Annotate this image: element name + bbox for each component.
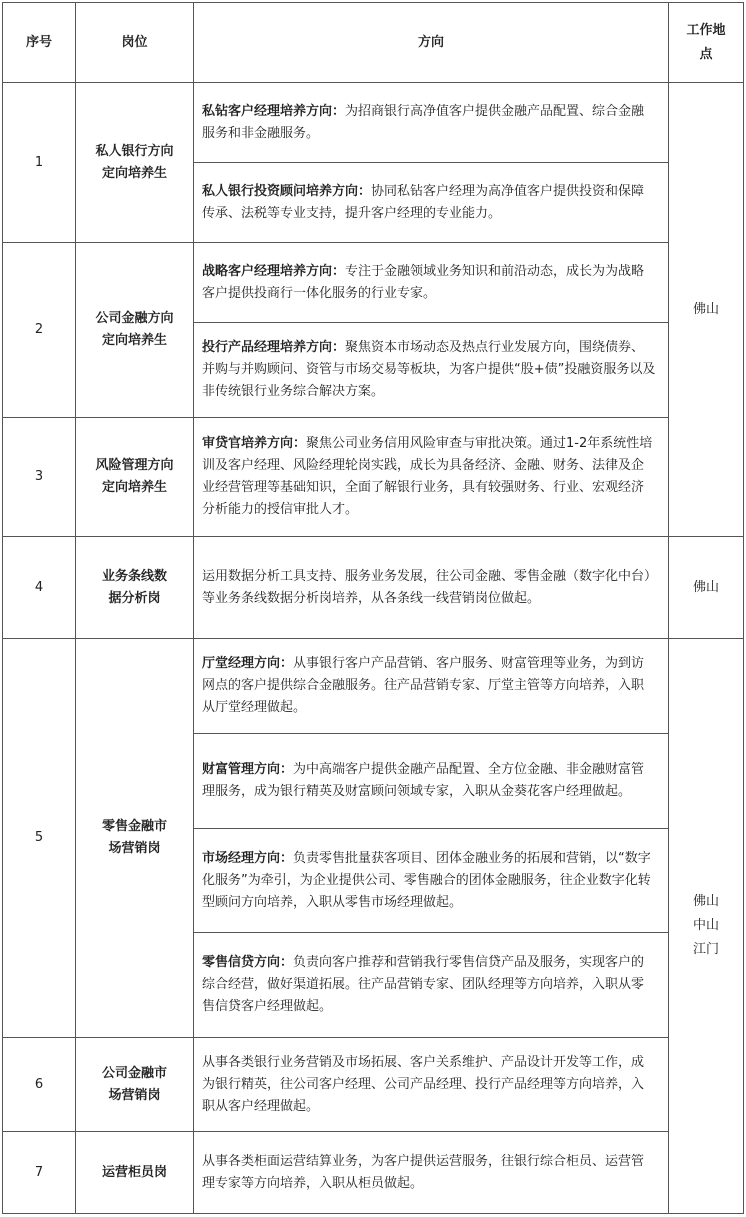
row-7-no: 7 <box>34 1164 44 1180</box>
row-5-position: 零售金融市场营销岗 <box>102 819 168 856</box>
row-1-item-2 <box>194 163 668 242</box>
item-text: 运用数据分析工具支持、服务业务发展，往公司金融、零售金融（数字化中台）等业务条线数据分析岗培养，从各条线一线营销岗位做起。 <box>202 568 651 606</box>
item-title: 投行产品经理培养方向： <box>202 340 346 355</box>
item-text: 负责向客户推荐和营销我行零售信贷产品及服务，实现客户的综合经营，做好渠道拓展。往产品营销专家、团队经理等方向培养，入职从零售信贷客户经理做起。 <box>202 955 645 1014</box>
item-text: 为招商银行高净值客户提供金融产品配置、综合金融服务和非金融服务。 <box>202 103 645 141</box>
row-6-position: 公司金融市场营销岗 <box>102 1065 168 1103</box>
header-direction: 方向 <box>417 34 444 50</box>
header-location: 工作地点 <box>686 22 726 62</box>
item-title: 私钻客户经理培养方向： <box>202 103 346 119</box>
row-5-item-1 <box>194 639 668 733</box>
row-4-no: 4 <box>34 579 44 595</box>
row-3-position: 风险管理方向定向培养生 <box>95 458 174 495</box>
header-position: 岗位 <box>121 34 148 50</box>
item-title: 财富管理方向： <box>202 762 294 777</box>
item-text: 聚焦公司业务信用风险审查与审批决策。通过1-2年系统性培训及客户经理、风险经理轮岗实践，成长为具备经济、金融、财务、法律及企业经营管理等基础知识，全面了解银行业务，具有较强财务、行业、宏观经济分析能力的授信审批人才。 <box>202 436 653 517</box>
item-title: 厅堂经理方向： <box>202 656 294 671</box>
row-2-item-2 <box>194 323 668 417</box>
item-text: 从事银行客户产品营销、客户服务、财富管理等业务，为到访网点的客户提供综合金融服务。往产品营销专家、厅堂主管等方向培养，入职从厅堂经理做起。 <box>202 656 645 715</box>
row-6-item-1 <box>194 1038 668 1131</box>
item-title: 市场经理方向： <box>202 850 294 866</box>
row-2-position: 公司金融方向定向培养生 <box>95 311 174 348</box>
row-3-no: 3 <box>34 469 44 484</box>
item-title: 审贷官培养方向： <box>202 436 307 451</box>
item-text: 从事各类柜面运营结算业务，为客户提供运营服务，往银行综合柜员、运营管理专家等方向培养，入职从柜员做起。 <box>202 1153 645 1191</box>
row-1-position: 私人银行方向定向培养生 <box>95 143 174 181</box>
item-text: 为中高端客户提供金融产品配置、全方位金融、非金融财富管理服务，成为银行精英及财富顾问领域专家，入职从金葵花客户经理做起。 <box>202 762 645 799</box>
row-1-item-1 <box>194 83 668 162</box>
row-5-item-3 <box>194 829 668 932</box>
row-5-item-2 <box>194 734 668 828</box>
item-text: 从事各类银行业务营销及市场拓展、客户关系维护、产品设计开发等工作，成为银行精英，往公司客户经理、公司产品经理、投行产品经理等方向培养，入职从客户经理做起。 <box>202 1054 645 1114</box>
row-5-item-4 <box>194 933 668 1037</box>
item-text: 协同私钻客户经理为高净值客户提供投资和保障传承、法税等专业支持，提升客户经理的专业能力。 <box>202 183 645 221</box>
location-2: 佛山 <box>692 579 719 595</box>
row-5-no: 5 <box>34 830 44 845</box>
location-3: 佛山 中山 江门 <box>692 894 719 957</box>
row-6-no: 6 <box>34 1076 44 1092</box>
row-4-item-1 <box>194 537 668 638</box>
row-3-item-1 <box>194 418 668 536</box>
item-title: 私人银行投资顾问培养方向： <box>202 183 372 199</box>
item-title: 战略客户经理培养方向： <box>202 263 346 279</box>
row-2-no: 2 <box>34 322 44 337</box>
header-no: 序号 <box>25 34 52 50</box>
item-text: 专注于金融领域业务知识和前沿动态，成长为为战略客户提供投商行一体化服务的行业专家。 <box>202 263 645 301</box>
row-1-no: 1 <box>34 154 44 170</box>
item-text: 负责零售批量获客项目、团体金融业务的拓展和营销，以“数字化服务”为牵引，为企业提供公司、零售融合的团体金融服务，往企业数字化转型顾问方向培养，入职从零售市场经理做起。 <box>202 850 651 910</box>
row-4-position: 业务条线数据分析岗 <box>101 568 167 606</box>
location-1: 佛山 <box>692 301 719 317</box>
item-title: 零售信贷方向： <box>202 955 294 970</box>
row-7-item-1 <box>194 1132 668 1213</box>
row-7-position: 运营柜员岗 <box>101 1164 167 1180</box>
row-2-item-1 <box>194 243 668 322</box>
item-text: 聚焦资本市场动态及热点行业发展方向，围绕债券、并购与并购顾问、资管与市场交易等板块，为客户提供“股+债”投融资服务以及非传统银行业务综合解决方案。 <box>202 340 656 399</box>
